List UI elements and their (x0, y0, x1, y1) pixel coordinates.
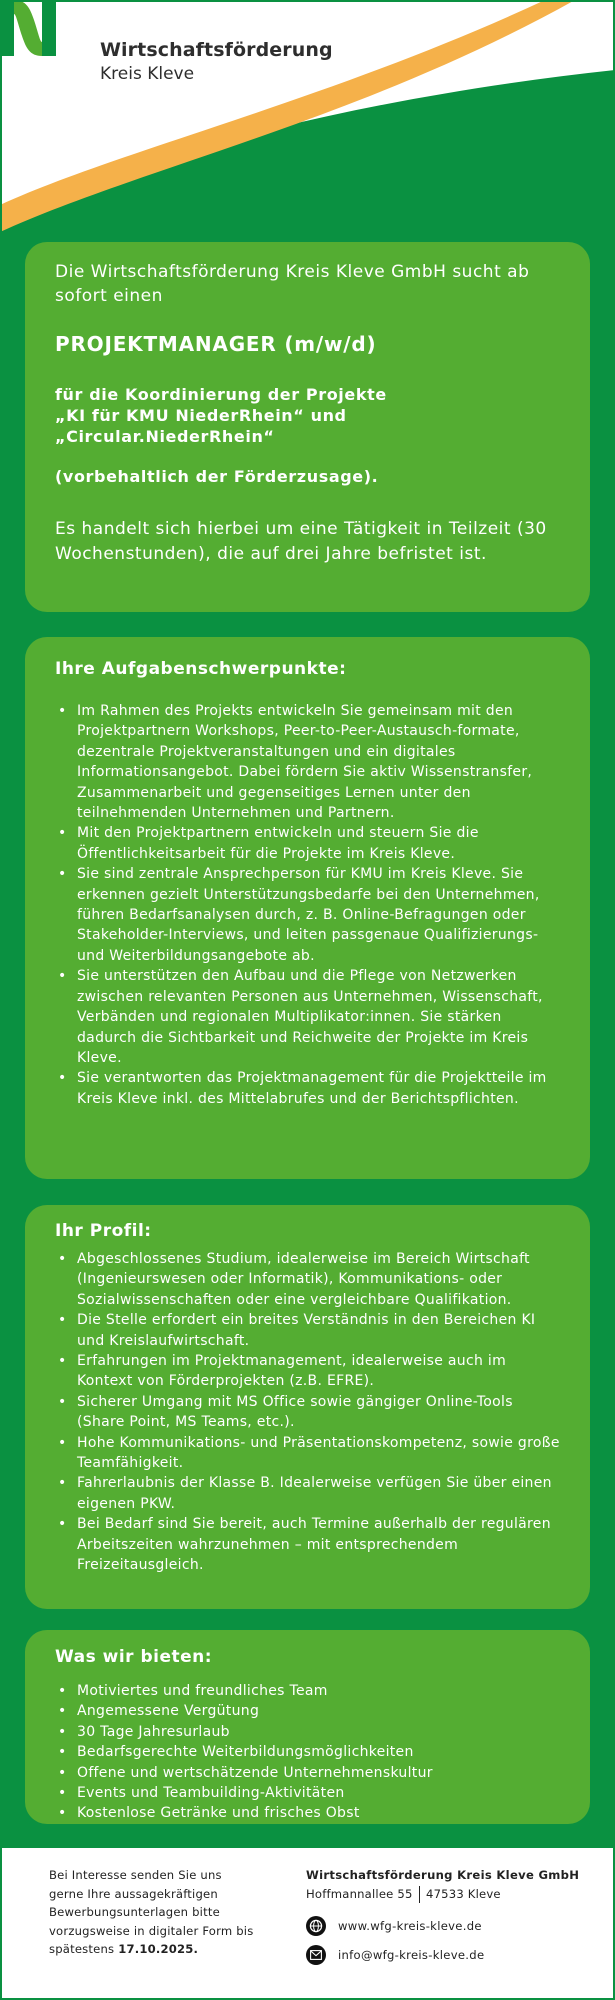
contact-block (306, 1866, 606, 1965)
profile-item: • Abgeschlossenes Studium, idealerweise im Bereich Wirtschaft (Ingenieurswesen oder Informatik), Kommunikations- oder Sozialwissenschaften oder eine vergleichbare Qualifikation. (77, 1249, 560, 1310)
profile-item: • Hohe Kommunikations- und Präsentationskompetenz, sowie große Teamfähigkeit. (77, 1433, 560, 1474)
profile-heading: Ihr Profil: (55, 1221, 152, 1241)
offer-item: • 30 Tage Jahresurlaub (77, 1722, 560, 1742)
task-item: • Sie unterstützen den Aufbau und die Pflege von Netzwerken zwischen relevanten Personen aus Unternehmen, Wissenschaft, Verbänden und regionalen Multiplikator:innen. Sie stärken dadurch die Sichtbarkeit und Reichweite der Projekte im Kreis Kleve. (77, 966, 560, 1068)
profile-item: • Sicherer Umgang mit MS Office sowie gängiger Online-Tools (Share Point, MS Teams, etc.). (77, 1392, 560, 1433)
profile-item: • Bei Bedarf sind Sie bereit, auch Termine außerhalb der regulären Arbeitszeiten wahrzunehmen – mit entsprechendem Freizeitausgleich. (77, 1514, 560, 1575)
address-separator (419, 1886, 421, 1903)
tasks-heading: Ihre Aufgabenschwerpunkte: (55, 659, 347, 679)
application-deadline: 17.10.2025. (118, 1942, 199, 1956)
tasks-card (25, 637, 590, 1179)
job-title: PROJEKTMANAGER (m/w/d) (55, 332, 377, 356)
offer-item: • Offene und wertschätzende Unternehmenskultur (77, 1763, 560, 1783)
offer-item: • Angemessene Vergütung (77, 1701, 560, 1721)
profile-card (25, 1205, 590, 1609)
brand-name (100, 38, 333, 86)
address-city: 47533 Kleve (426, 1887, 501, 1901)
company-name: Wirtschaftsförderung Kreis Kleve GmbH (306, 1868, 580, 1882)
footer (0, 1848, 615, 2000)
website-link[interactable] (306, 1916, 606, 1936)
task-item: • Mit den Projektpartnern entwickeln und steuern Sie die Öffentlichkeitsarbeit für die Projekte im Kreis Kleve. (77, 823, 560, 864)
task-item: • Sie sind zentrale Ansprechperson für KMU im Kreis Kleve. Sie erkennen gezielt Unterstützungsbedarfe bei den Unternehmen, führen Bedarfsanalysen durch, z. B. Online-Befragungen oder Stakeholder-Interviews, und leiten passgenaue Qualifizierungs- und Weiterbildungsangebote ab. (77, 864, 560, 966)
offer-list (55, 1681, 560, 1824)
application-text: Bei Interesse senden Sie uns gerne Ihre aussagekräftigen Bewerbungsunterlagen bitte vorzugsweise in digitaler Form bis spätestens (49, 1868, 254, 1956)
tasks-list (55, 701, 560, 1109)
offer-item: • Events und Teambuilding-Aktivitäten (77, 1783, 560, 1803)
job-description: Es handelt sich hierbei um eine Tätigkeit in Teilzeit (30 Wochenstunden), die auf drei Jahre befristet ist. (55, 519, 547, 564)
job-subtitle (55, 384, 560, 447)
application-note (49, 1866, 259, 1959)
offer-item: • Bedarfsgerechte Weiterbildungsmöglichkeiten (77, 1742, 560, 1762)
offer-heading: Was wir bieten: (55, 1647, 213, 1667)
company-address (306, 1884, 606, 1904)
job-subtitle-line: für die Koordinierung der Projekte (55, 385, 387, 404)
task-item: • Im Rahmen des Projekts entwickeln Sie gemeinsam mit den Projektpartnern Workshops, Peer-to-Peer-Austausch-formate, dezentrale Projektveranstaltungen und ein digitales Informationsangebot. Dabei fördern Sie aktiv Wissenstransfer, Zusammenarbeit und gegenseitiges Lernen unter den teilnehmenden Unternehmen und Partnern. (77, 701, 560, 823)
email-text[interactable]: info@wfg-kreis-kleve.de (338, 1948, 485, 1962)
globe-icon (306, 1916, 326, 1936)
brand-line-1: Wirtschaftsförderung (100, 39, 333, 61)
profile-item: • Erfahrungen im Projektmanagement, idealerweise auch im Kontext von Förderprojekten (z.B. EFRE). (77, 1351, 560, 1392)
intro-lead: Die Wirtschaftsförderung Kreis Kleve GmbH sucht ab sofort einen (55, 262, 530, 306)
offer-item: • Kostenlose Getränke und frisches Obst (77, 1803, 560, 1823)
address-street: Hoffmannallee 55 (306, 1887, 413, 1901)
website-text[interactable]: www.wfg-kreis-kleve.de (338, 1919, 482, 1933)
funding-condition: (vorbehaltlich der Förderzusage). (55, 467, 379, 486)
header-area (0, 0, 615, 260)
email-link[interactable] (306, 1945, 606, 1965)
job-subtitle-line: „Circular.NiederRhein“ (55, 427, 275, 446)
intro-card (25, 242, 590, 612)
offer-card (25, 1630, 590, 1824)
n-logo-icon (0, 0, 56, 56)
brand-line-2: Kreis Kleve (100, 64, 195, 84)
mail-icon (306, 1945, 326, 1965)
profile-item: • Fahrerlaubnis der Klasse B. Idealerweise verfügen Sie über einen eigenen PKW. (77, 1473, 560, 1514)
offer-item: • Motiviertes und freundliches Team (77, 1681, 560, 1701)
profile-item: • Die Stelle erfordert ein breites Verständnis in den Bereichen KI und Kreislaufwirtschaft. (77, 1310, 560, 1351)
job-subtitle-line: „KI für KMU NiederRhein“ und (55, 406, 347, 425)
task-item: • Sie verantworten das Projektmanagement für die Projektteile im Kreis Kleve inkl. des Mittelabrufes und der Berichtspflichten. (77, 1068, 560, 1109)
profile-list (55, 1249, 560, 1576)
